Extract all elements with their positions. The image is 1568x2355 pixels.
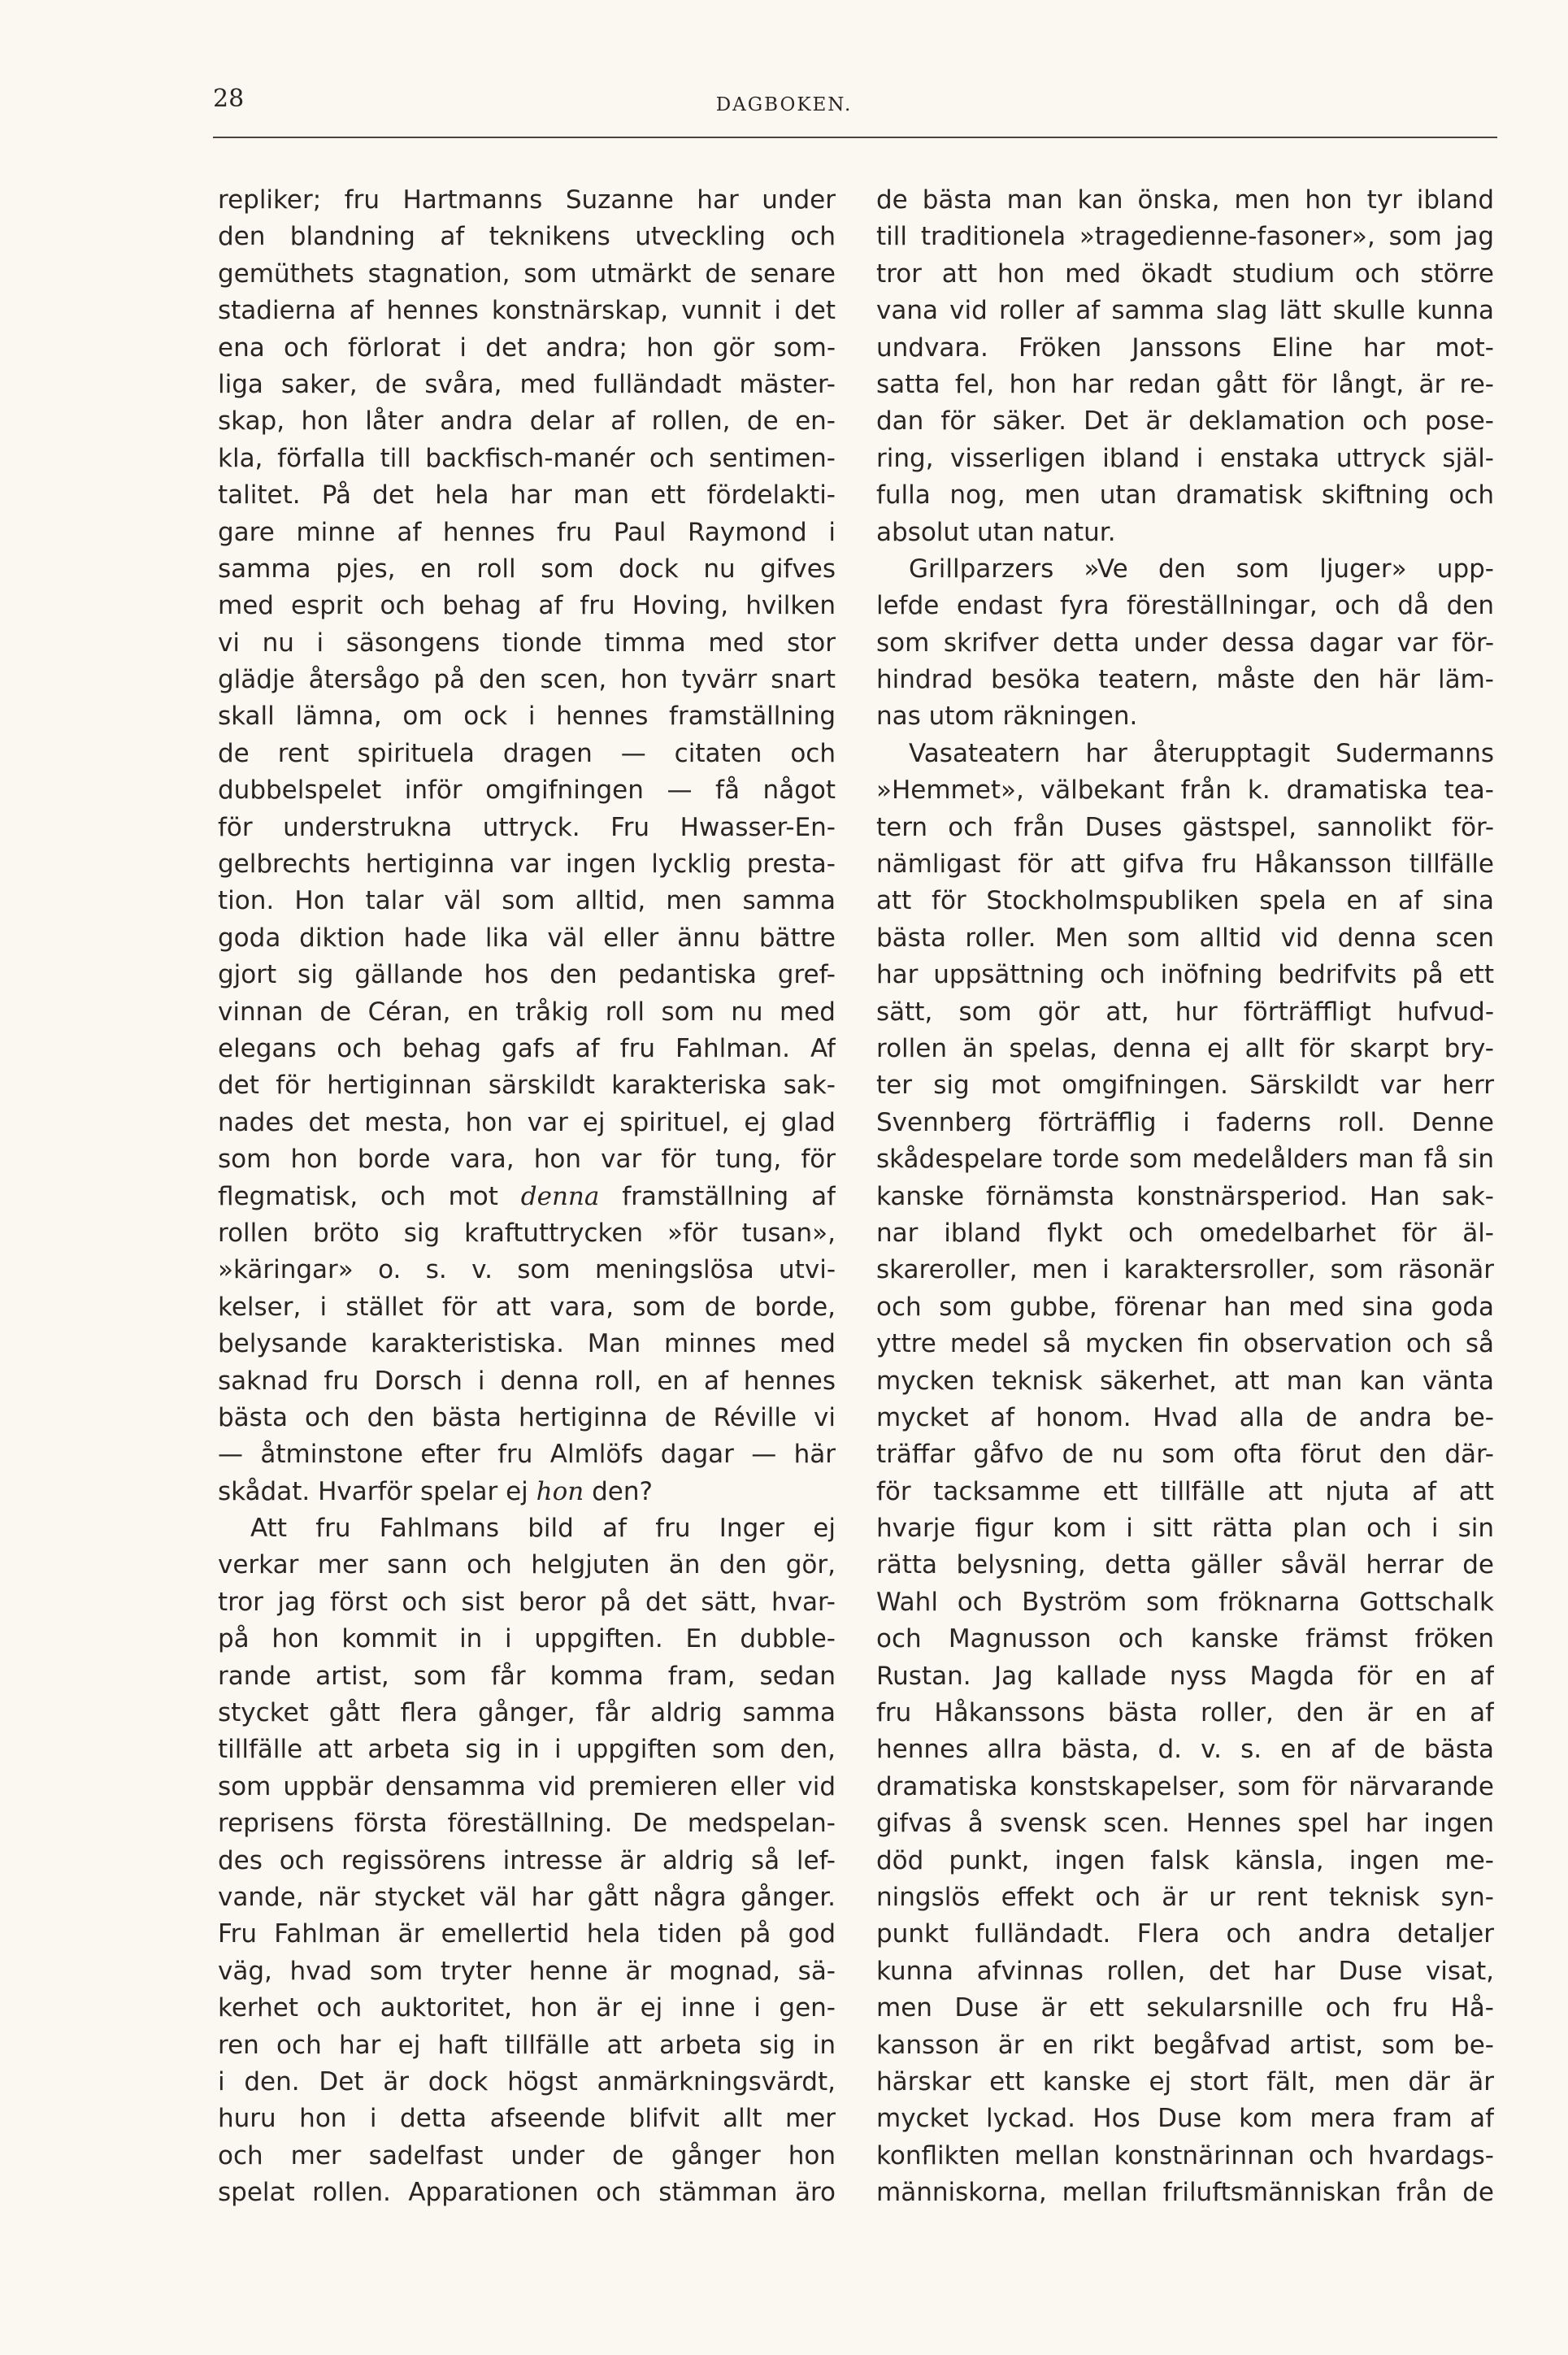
text-line: verkar mer sann och helgjuten än den gör, (218, 1550, 836, 1580)
text-line: goda diktion hade lika väl eller ännu bättre (218, 923, 836, 953)
text-line: rollen bröto sig kraftuttrycken »för tusan», (218, 1218, 836, 1248)
text-line: mycket af honom. Hvad alla de andra be- (876, 1402, 1494, 1432)
text-line: Rustan. Jag kallade nyss Magda för en af (876, 1661, 1494, 1691)
text-line: och Magnusson och kanske främst fröken (876, 1624, 1494, 1654)
text-line: punkt fulländadt. Flera och andra detaljer (876, 1919, 1494, 1949)
text-line: vande, när stycket väl har gått några gånger. (218, 1882, 836, 1912)
text-line: död punkt, ingen falsk känsla, ingen me- (876, 1845, 1494, 1875)
text-line: de bästa man kan önska, men hon tyr ibland (876, 185, 1494, 215)
text-line: träffar gåfvo de nu som ofta förut den där- (876, 1440, 1494, 1470)
text-line: sätt, som gör att, hur förträffligt hufvud- (876, 997, 1494, 1027)
text-line: väg, hvad som tryter henne är mognad, sä- (218, 1956, 836, 1986)
text-line: skall lämna, om ock i hennes framställning (218, 702, 836, 732)
running-title: DAGBOKEN. (715, 94, 853, 115)
text-line: till traditionela »tragedienne-fasoner», som jag (876, 222, 1494, 252)
text-line: fru Håkanssons bästa roller, den är en af (876, 1698, 1494, 1728)
header-rule (213, 137, 1497, 138)
text-line: de rent spirituela dragen — citaten och (218, 738, 836, 768)
text-line: nas utom räkningen. (876, 702, 1138, 732)
text-line: mycket lyckad. Hos Duse kom mera fram af (876, 2104, 1494, 2134)
text-line: och som gubbe, förenar han med sina goda (876, 1292, 1494, 1322)
text-line: lefde endast fyra föreställningar, och då den (876, 591, 1494, 621)
text-line: rollen än spelas, denna ej allt för skarpt bry- (876, 1033, 1494, 1063)
text-line: huru hon i detta afseende blifvit allt mer (218, 2104, 836, 2134)
text-line: fulla nog, men utan dramatisk skiftning och (876, 480, 1494, 511)
text-line: liga saker, de svåra, med fulländadt mäster- (218, 369, 836, 399)
text-line: stycket gått flera gånger, får aldrig samma (218, 1698, 836, 1728)
text-line: — åtminstone efter fru Almlöfs dagar — här (218, 1440, 836, 1470)
text-line: Fru Fahlman är emellertid hela tiden på god (218, 1919, 836, 1949)
text-line: undvara. Fröken Janssons Eline har mot- (876, 332, 1494, 363)
text-line: på hon kommit in i uppgiften. En dubble- (218, 1624, 836, 1654)
text-line: reprisens första föreställning. De medspelan- (218, 1809, 836, 1839)
text-line: ter sig mot omgifningen. Särskildt var herr (876, 1071, 1494, 1101)
text-line: flegmatisk, och mot denna framställning af (218, 1181, 836, 1211)
text-line: rande artist, som får komma fram, sedan (218, 1661, 836, 1691)
text-line: människorna, mellan friluftsmänniskan från de (876, 2178, 1494, 2208)
text-line: dubbelspelet inför omgifningen — få något (218, 776, 836, 806)
text-line: satta fel, hon har redan gått för långt, är re- (876, 369, 1494, 399)
text-line: men Duse är ett sekularsnille och fru Hå- (876, 1993, 1494, 2023)
text-line: yttre medel så mycken fin observation och så (876, 1329, 1494, 1359)
text-line: tror att hon med ökadt studium och större (876, 259, 1494, 289)
text-line: kanske förnämsta konstnärsperiod. Han sak- (876, 1181, 1494, 1211)
text-line: rätta belysning, detta gäller såväl herrar de (876, 1550, 1494, 1580)
text-line: ena och förlorat i det andra; hon gör som- (218, 332, 836, 363)
text-line: nar ibland flykt och omedelbarhet för äl- (876, 1218, 1494, 1248)
text-line: elegans och behag gafs af fru Fahlman. Af (218, 1033, 836, 1063)
left-column (218, 182, 836, 2211)
text-line: gemüthets stagnation, som utmärkt de senare (218, 259, 836, 289)
text-line: kerhet och auktoritet, hon är ej inne i gen- (218, 1993, 836, 2023)
text-line: har uppsättning och inöfning bedrifvits på ett (876, 960, 1494, 990)
text-line: skådespelare torde som medelålders man få sin (876, 1145, 1494, 1175)
text-line: Svennberg förträfflig i faderns roll. Denne (876, 1107, 1494, 1137)
text-line: för tacksamme ett tillfälle att njuta af att (876, 1476, 1494, 1506)
text-line: skådat. Hvarför spelar ej hon den? (218, 1476, 653, 1506)
text-line: gare minne af hennes fru Paul Raymond i (218, 517, 836, 547)
text-line: vi nu i säsongens tionde timma med stor (218, 628, 836, 658)
text-line: des och regissörens intresse är aldrig så lef- (218, 1845, 836, 1875)
text-line: gjort sig gällande hos den pedantiska gref- (218, 960, 836, 990)
text-line: skareroller, men i karaktersroller, som räsonär (876, 1255, 1494, 1285)
page-number: 28 (213, 85, 245, 113)
text-line: tillfälle att arbeta sig in i uppgiften som den, (218, 1735, 836, 1765)
text-line: saknad fru Dorsch i denna roll, en af hennes (218, 1366, 836, 1396)
text-line: i den. Det är dock högst anmärkningsvärdt, (218, 2066, 836, 2096)
text-line: spelat rollen. Apparationen och stämman äro (218, 2178, 836, 2208)
text-line: kelser, i stället för att vara, som de borde, (218, 1292, 836, 1322)
text-line: ren och har ej haft tillfälle att arbeta sig in (218, 2030, 836, 2060)
text-line: nämligast för att gifva fru Håkansson tillfälle (876, 849, 1494, 880)
text-line: ring, visserligen ibland i enstaka uttryck själ- (876, 443, 1494, 473)
text-line: stadierna af hennes konstnärskap, vunnit i det (218, 296, 836, 326)
text-line: Grillparzers »Ve den som ljuger» upp- (909, 554, 1494, 584)
text-line: Wahl och Byström som fröknarna Gottschalk (876, 1587, 1494, 1617)
text-line: repliker; fru Hartmanns Suzanne har under (218, 185, 836, 215)
text-line: gifvas å svensk scen. Hennes spel har ingen (876, 1809, 1494, 1839)
text-line: som hon borde vara, hon var för tung, för (218, 1145, 836, 1175)
text-line: härskar ett kanske ej stort fält, men där är (876, 2066, 1494, 2096)
text-line: som skrifver detta under dessa dagar var för- (876, 628, 1494, 658)
text-line: »käringar» o. s. v. som meningslösa utvi- (218, 1255, 836, 1285)
text-line: samma pjes, en roll som dock nu gifves (218, 554, 836, 584)
text-line: glädje återsågo på den scen, hon tyvärr snart (218, 665, 836, 695)
right-column (876, 182, 1494, 2211)
text-line: den blandning af teknikens utveckling och (218, 222, 836, 252)
text-line: hennes allra bästa, d. v. s. en af de bästa (876, 1735, 1494, 1765)
text-line: för understrukna uttryck. Fru Hwasser-En- (218, 812, 836, 842)
text-line: dan för säker. Det är deklamation och pose- (876, 406, 1494, 437)
text-line: kansson är en rikt begåfvad artist, som be- (876, 2030, 1494, 2060)
text-line: belysande karakteristiska. Man minnes med (218, 1329, 836, 1359)
text-line: nades det mesta, hon var ej spirituel, ej glad (218, 1107, 836, 1137)
text-line: hvarje figur kom i sitt rätta plan och i sin (876, 1514, 1494, 1544)
text-line: att för Stockholmspubliken spela en af sina (876, 886, 1494, 916)
text-line: tror jag först och sist beror på det sätt, hvar- (218, 1587, 836, 1617)
text-line: talitet. På det hela har man ett fördelakti- (218, 480, 836, 511)
text-line: mycken teknisk säkerhet, att man kan vänta (876, 1366, 1494, 1396)
text-line: kunna afvinnas rollen, det har Duse visat, (876, 1956, 1494, 1986)
text-line: bästa roller. Men som alltid vid denna scen (876, 923, 1494, 953)
text-line: med esprit och behag af fru Hoving, hvilken (218, 591, 836, 621)
text-line: konflikten mellan konstnärinnan och hvardags- (876, 2140, 1494, 2170)
text-line: det för hertiginnan särskildt karakteriska sak- (218, 1071, 836, 1101)
text-line: tern och från Duses gästspel, sannolikt för- (876, 812, 1494, 842)
text-line: Vasateatern har återupptagit Sudermanns (909, 738, 1494, 768)
text-line: och mer sadelfast under de gånger hon (218, 2140, 836, 2170)
text-line: hindrad besöka teatern, måste den här läm- (876, 665, 1494, 695)
text-line: tion. Hon talar väl som alltid, men samma (218, 886, 836, 916)
text-line: dramatiska konstskapelser, som för närvarande (876, 1771, 1494, 1801)
text-line: vinnan de Céran, en tråkig roll som nu med (218, 997, 836, 1027)
text-line: ningslös effekt och är ur rent teknisk syn- (876, 1882, 1494, 1912)
text-line: skap, hon låter andra delar af rollen, de en- (218, 406, 836, 437)
text-line: Att fru Fahlmans bild af fru Inger ej (250, 1514, 836, 1544)
text-line: vana vid roller af samma slag lätt skulle kunna (876, 296, 1494, 326)
text-line: kla, förfalla till backfisch-manér och sentimen- (218, 443, 836, 473)
text-line: som uppbär densamma vid premieren eller vid (218, 1771, 836, 1801)
text-line: »Hemmet», välbekant från k. dramatiska tea- (876, 776, 1494, 806)
text-line: absolut utan natur. (876, 517, 1116, 547)
text-line: gelbrechts hertiginna var ingen lycklig presta- (218, 849, 836, 880)
text-line: bästa och den bästa hertiginna de Réville vi (218, 1402, 836, 1432)
